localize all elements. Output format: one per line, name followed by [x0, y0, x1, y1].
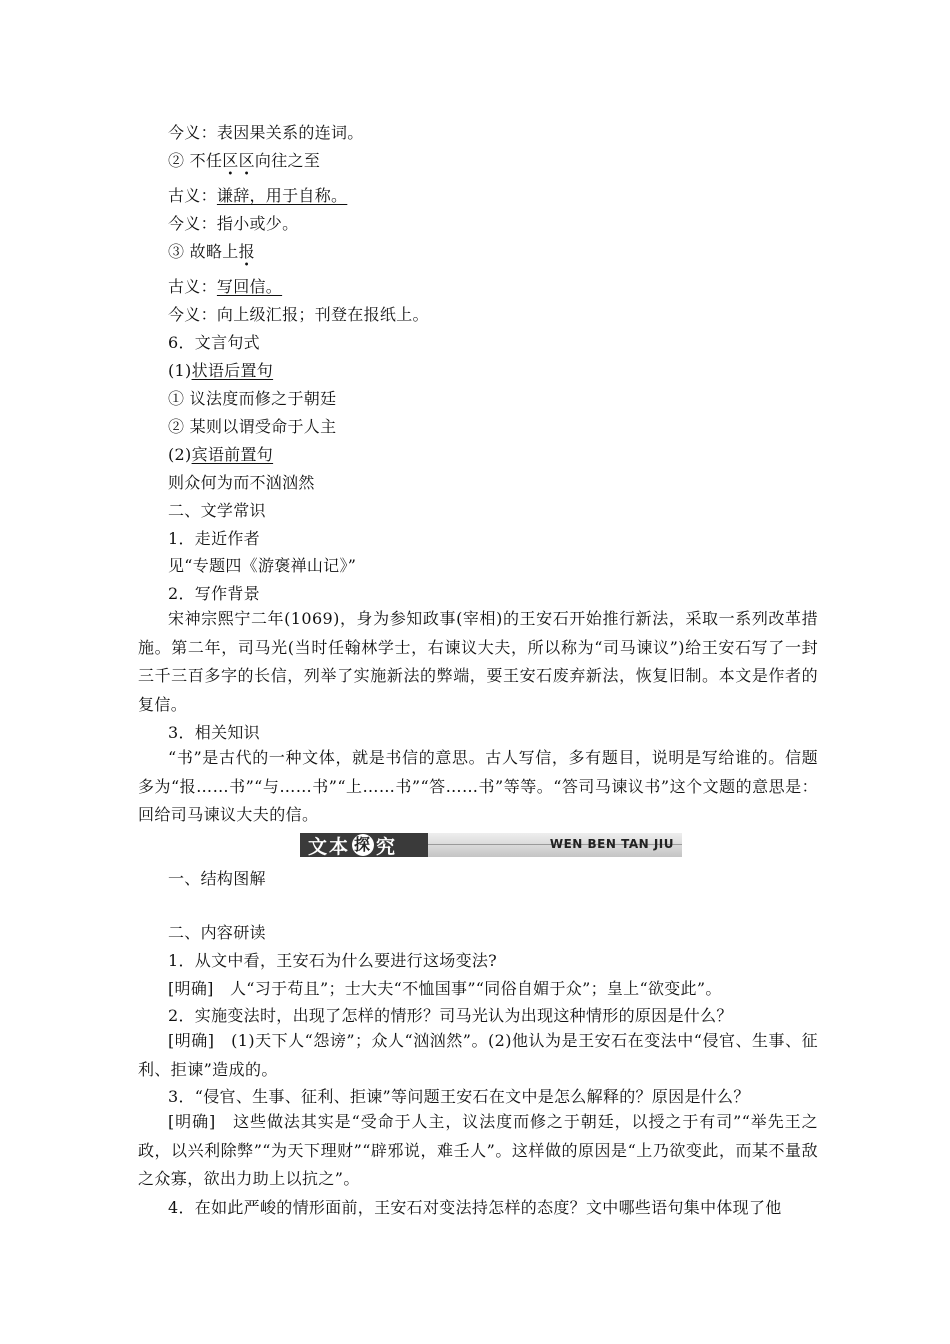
section-heading: 二、内容研读: [168, 923, 266, 942]
emphasized-char: 报: [238, 242, 255, 261]
text-line: 则众何为而不汹汹然: [168, 473, 315, 492]
definition-label: 古义：: [168, 186, 217, 205]
section-heading: 二、文学常识: [168, 501, 266, 520]
definition-label: 古义：: [168, 277, 217, 296]
text-fragment: (2): [168, 445, 192, 464]
text-line: 见“专题四《游褒禅山记》”: [168, 556, 357, 575]
answer-line: [明确] 人“习于苟且”；士大夫“不恤国事”“同俗自媚于众”；皇上“欲变此”。: [168, 979, 722, 998]
subheading-line: [168, 445, 273, 465]
knowledge-paragraph: “书”是古代的一种文体，就是书信的意思。古人写信，多有题目，说明是写给谁的。信题多为“报……书”“与……书”“上……书”“答……书”等等。“答司马谏议书”这个文题的意思是：回给司马谏议大夫的信。: [138, 748, 818, 824]
banner-circle-char: 探: [354, 835, 373, 854]
section-banner: [300, 833, 682, 857]
text-line: 今义：指小或少。: [168, 214, 299, 233]
section-heading: 3．相关知识: [168, 723, 260, 742]
example-line: [168, 151, 320, 171]
underlined-answer: 宾语前置句: [191, 445, 274, 464]
question-line: 2．实施变法时，出现了怎样的情形？司马光认为出现这种情形的原因是什么？: [168, 1006, 733, 1025]
answer-paragraph: [明确] 这些做法其实是“受命于人主，议法度而修之于朝廷，以授之于有司”“举先王之政，以兴利除弊”“为天下理财”“辟邪说，难壬人”。这样做的原因是“上乃欲变此，而某不量敌之众寡，欲出力助上以抗之”。: [138, 1112, 818, 1188]
text-line: 今义：向上级汇报；刊登在报纸上。: [168, 305, 429, 324]
banner-title: [308, 834, 397, 856]
definition-line: [168, 186, 347, 206]
text-fragment: (1): [168, 361, 192, 380]
example-line: [168, 242, 255, 262]
section-heading: 1．走近作者: [168, 529, 260, 548]
question-line: 1．从文中看，王安石为什么要进行这场变法?: [168, 951, 498, 970]
underlined-answer: 状语后置句: [191, 361, 274, 380]
banner-title-text: 究: [376, 835, 398, 858]
text-line: ① 议法度而修之于朝廷: [168, 389, 337, 408]
background-paragraph: 宋神宗熙宁二年(1069)，身为参知政事(宰相)的王安石开始推行新法，采取一系列改革措施。第二年，司马光(当时任翰林学士，右谏议大夫，所以称为“司马谏议”)给王安石写了一封三千三百多字的长信，列举了实施新法的弊端，要王安石废弃新法，恢复旧制。本文是作者的复信。: [138, 609, 818, 714]
answer-paragraph: [明确] (1)天下人“怨谤”；众人“汹汹然”。(2)他认为是王安石在变法中“侵官、生事、征利、拒谏”造成的。: [138, 1031, 818, 1079]
subheading-line: [168, 361, 273, 381]
text-fragment: 向往之至: [254, 151, 321, 170]
section-heading: 2．写作背景: [168, 584, 260, 603]
underlined-answer: 写回信。: [216, 277, 283, 296]
text-line: ② 某则以谓受命于人主: [168, 417, 337, 436]
banner-subtitle: WEN BEN TAN JIU: [549, 837, 674, 851]
question-line: 4．在如此严峻的情形面前，王安石对变法持怎样的态度？文中哪些语句集中体现了他: [168, 1198, 782, 1217]
text-fragment: ③ 故略上: [168, 242, 239, 261]
text-fragment: ② 不任: [168, 151, 223, 170]
section-heading: 6．文言句式: [168, 333, 260, 352]
definition-line: [168, 277, 282, 297]
section-heading: 一、结构图解: [168, 869, 266, 888]
emphasized-char: 区: [238, 151, 255, 170]
text-line: 今义：表因果关系的连词。: [168, 123, 364, 142]
underlined-answer: 谦辞，用于自称。: [216, 186, 348, 205]
banner-title-text: 文本: [308, 835, 351, 858]
emphasized-char: 区: [222, 151, 239, 170]
question-line: 3．“侵官、生事、征利、拒谏”等问题王安石在文中是怎么解释的？原因是什么？: [168, 1087, 750, 1106]
